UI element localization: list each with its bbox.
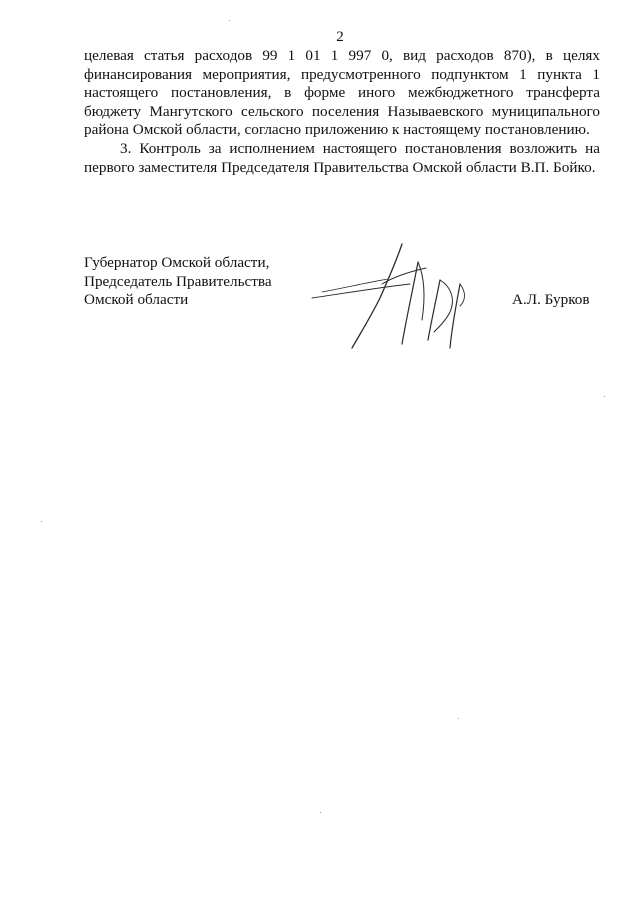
paragraph-control-clause: 3. Контроль за исполнением настоящего постановления возложить на первого заместителя Председателя Правительства Омской области В.П. Бойко.: [84, 139, 600, 176]
signatory-title-line: Губернатор Омской области,: [84, 254, 270, 271]
signatory-title-block: [84, 254, 272, 310]
scan-speck: [41, 521, 42, 522]
paragraph-continuation: целевая статья расходов 99 1 01 1 997 0, вид расходов 870), в целях финансирования мероприятия, предусмотренного подпунктом 1 пункта 1 настоящего постановления, в форме иного межбюджетного трансферта бюджету Мангутского сельского поселения Называевского муниципального района Омской области, согласно приложению к настоящему постановлению.: [84, 47, 600, 139]
signatory-title-line: Председатель Правительства: [84, 272, 272, 290]
scan-speck: [458, 718, 459, 719]
scan-speck: [229, 20, 230, 21]
handwritten-signature: [300, 240, 490, 355]
page-number: 2: [336, 29, 344, 45]
signatory-title-line: Омской области: [84, 291, 189, 309]
scan-speck: [320, 812, 321, 813]
scan-speck: [604, 396, 605, 397]
signatory-name: А.Л. Бурков: [512, 291, 590, 308]
document-body: [84, 47, 600, 177]
